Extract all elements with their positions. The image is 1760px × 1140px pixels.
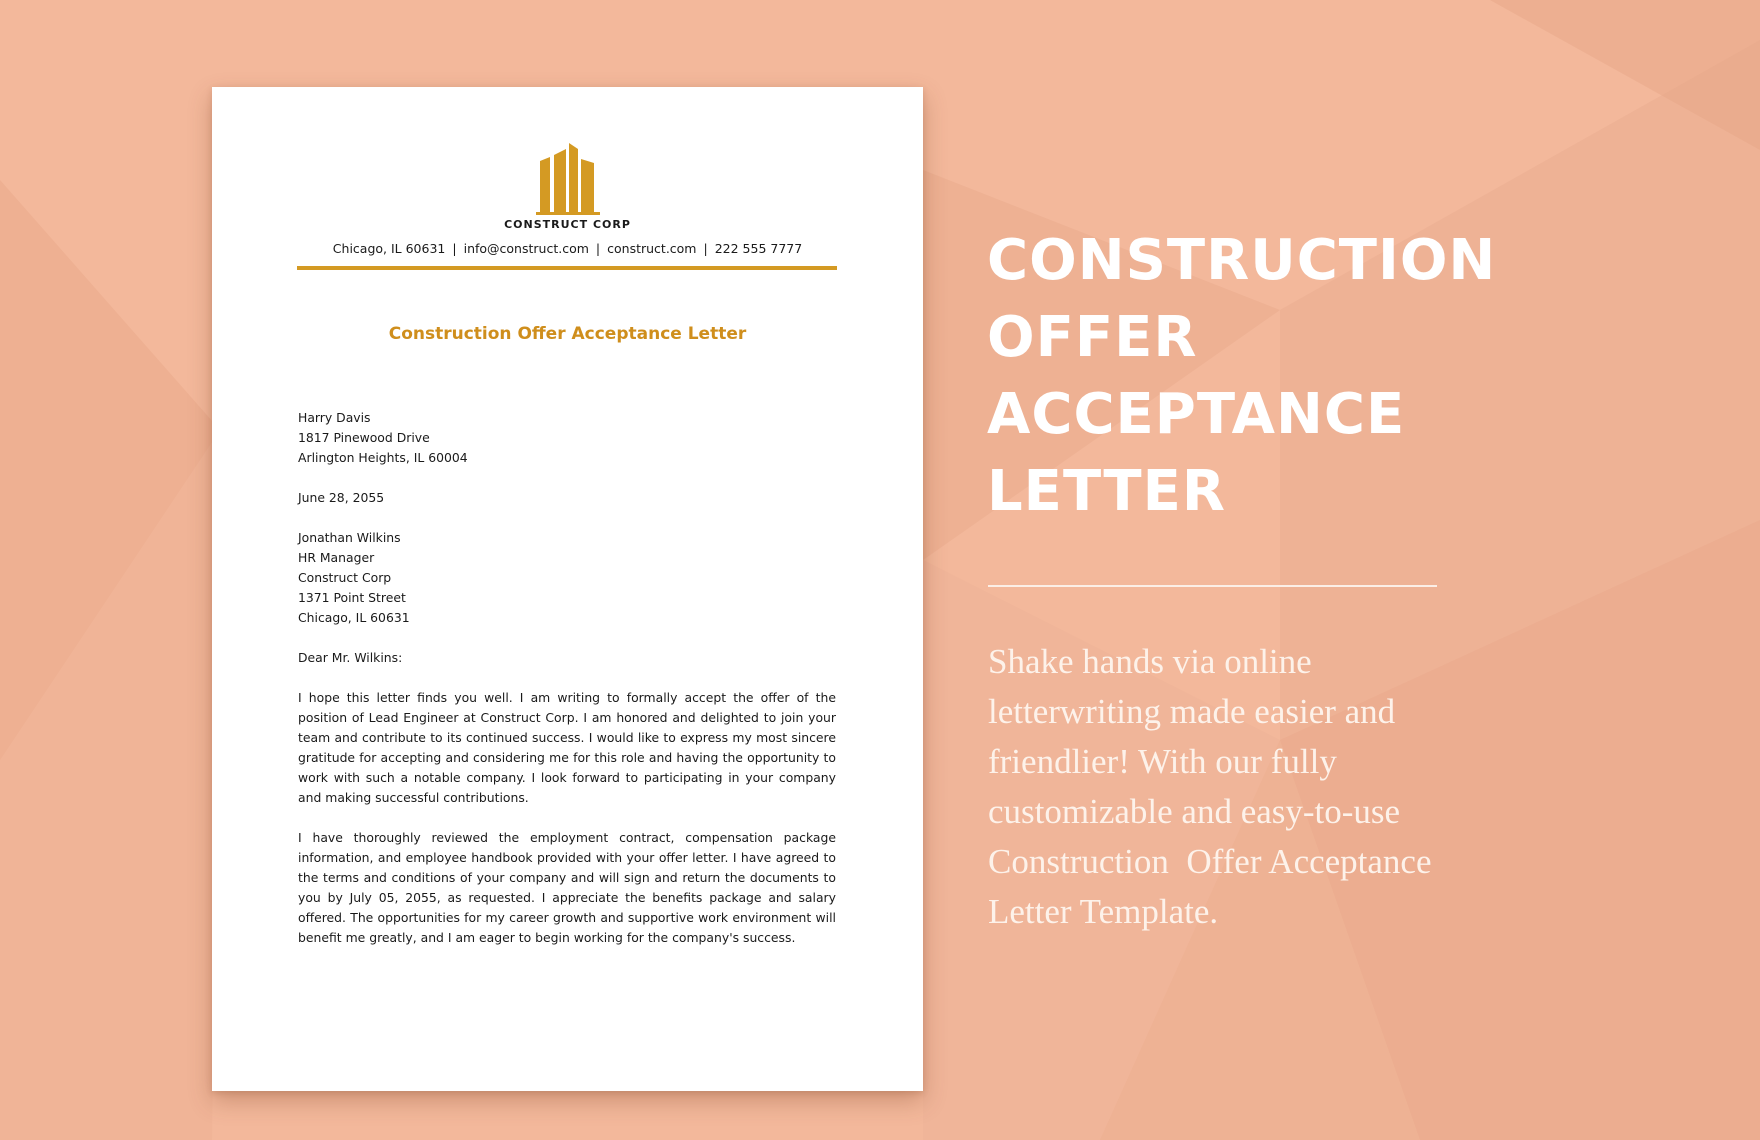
promo-headline [987,222,1687,530]
contact-phone: 222 555 7777 [714,241,803,256]
recipient-name: Jonathan Wilkins [298,530,401,545]
letter-document [212,87,923,1091]
recipient-street: 1371 Point Street [298,590,406,605]
sender-name: Harry Davis [298,410,371,425]
date-text: June 28, 2055 [298,490,385,505]
tagline-line: customizable and easy-to-use [988,792,1401,831]
tagline-line: Construction Offer Acceptance [988,842,1432,881]
recipient-address [298,528,836,628]
letter-body [298,408,836,968]
header-divider [297,266,837,270]
contact-city: Chicago, IL 60631 [332,241,446,256]
contact-separator: | [595,241,601,256]
tagline-line: letterwriting made easier and [988,692,1396,731]
salutation [298,648,836,668]
sender-city: Arlington Heights, IL 60004 [298,450,468,465]
contact-line [212,241,923,256]
contact-separator: | [452,241,457,256]
sender-street: 1817 Pinewood Drive [298,430,430,445]
building-logo-icon [536,143,600,215]
contact-website: construct.com [607,241,697,256]
tagline-line: friendlier! With our fully [988,742,1337,781]
contact-email: info@construct.com [463,241,589,256]
contact-separator: | [703,241,708,256]
recipient-city: Chicago, IL 60631 [298,610,410,625]
headline-line: LETTER [987,459,1226,524]
recipient-company: Construct Corp [298,570,392,585]
promo-divider [988,585,1437,587]
body-paragraph: I hope this letter finds you well. I am writing to formally accept the offer of the position of Lead Engineer at Construct Corp. I am honored and delighted to join your team and contribute to its continued success. I would like to express my most sincere gratitude for accepting and considering me for this role and having the opportunity to work with such a notable company. I look forward to participating in your company and making successful contributions. [298,690,836,805]
tagline-line: Shake hands via online [988,642,1312,681]
headline-line: ACCEPTANCE [987,382,1406,447]
company-name: CONSTRUCT CORP [504,218,631,231]
promo-tagline [988,637,1608,937]
letter-title: Construction Offer Acceptance Letter [388,324,747,344]
tagline-line: Letter Template. [988,892,1219,931]
headline-line: CONSTRUCTION [987,228,1497,293]
headline-line: OFFER [987,305,1198,370]
salutation-text: Dear Mr. Wilkins: [298,650,403,665]
company-logo [536,143,600,215]
body-paragraph: I have thoroughly reviewed the employment contract, compensation package information, and employee handbook provided with your offer letter. I have agreed to the terms and conditions of your company and will sign and return the documents to you by July 05, 2055, as requested. I appreciate the benefits package and salary offered. The opportunities for my career growth and supportive work environment will benefit me greatly, and I am eager to begin working for the company's success. [298,830,836,945]
recipient-title: HR Manager [298,550,375,565]
sender-address [298,408,836,468]
letter-date [298,488,836,508]
